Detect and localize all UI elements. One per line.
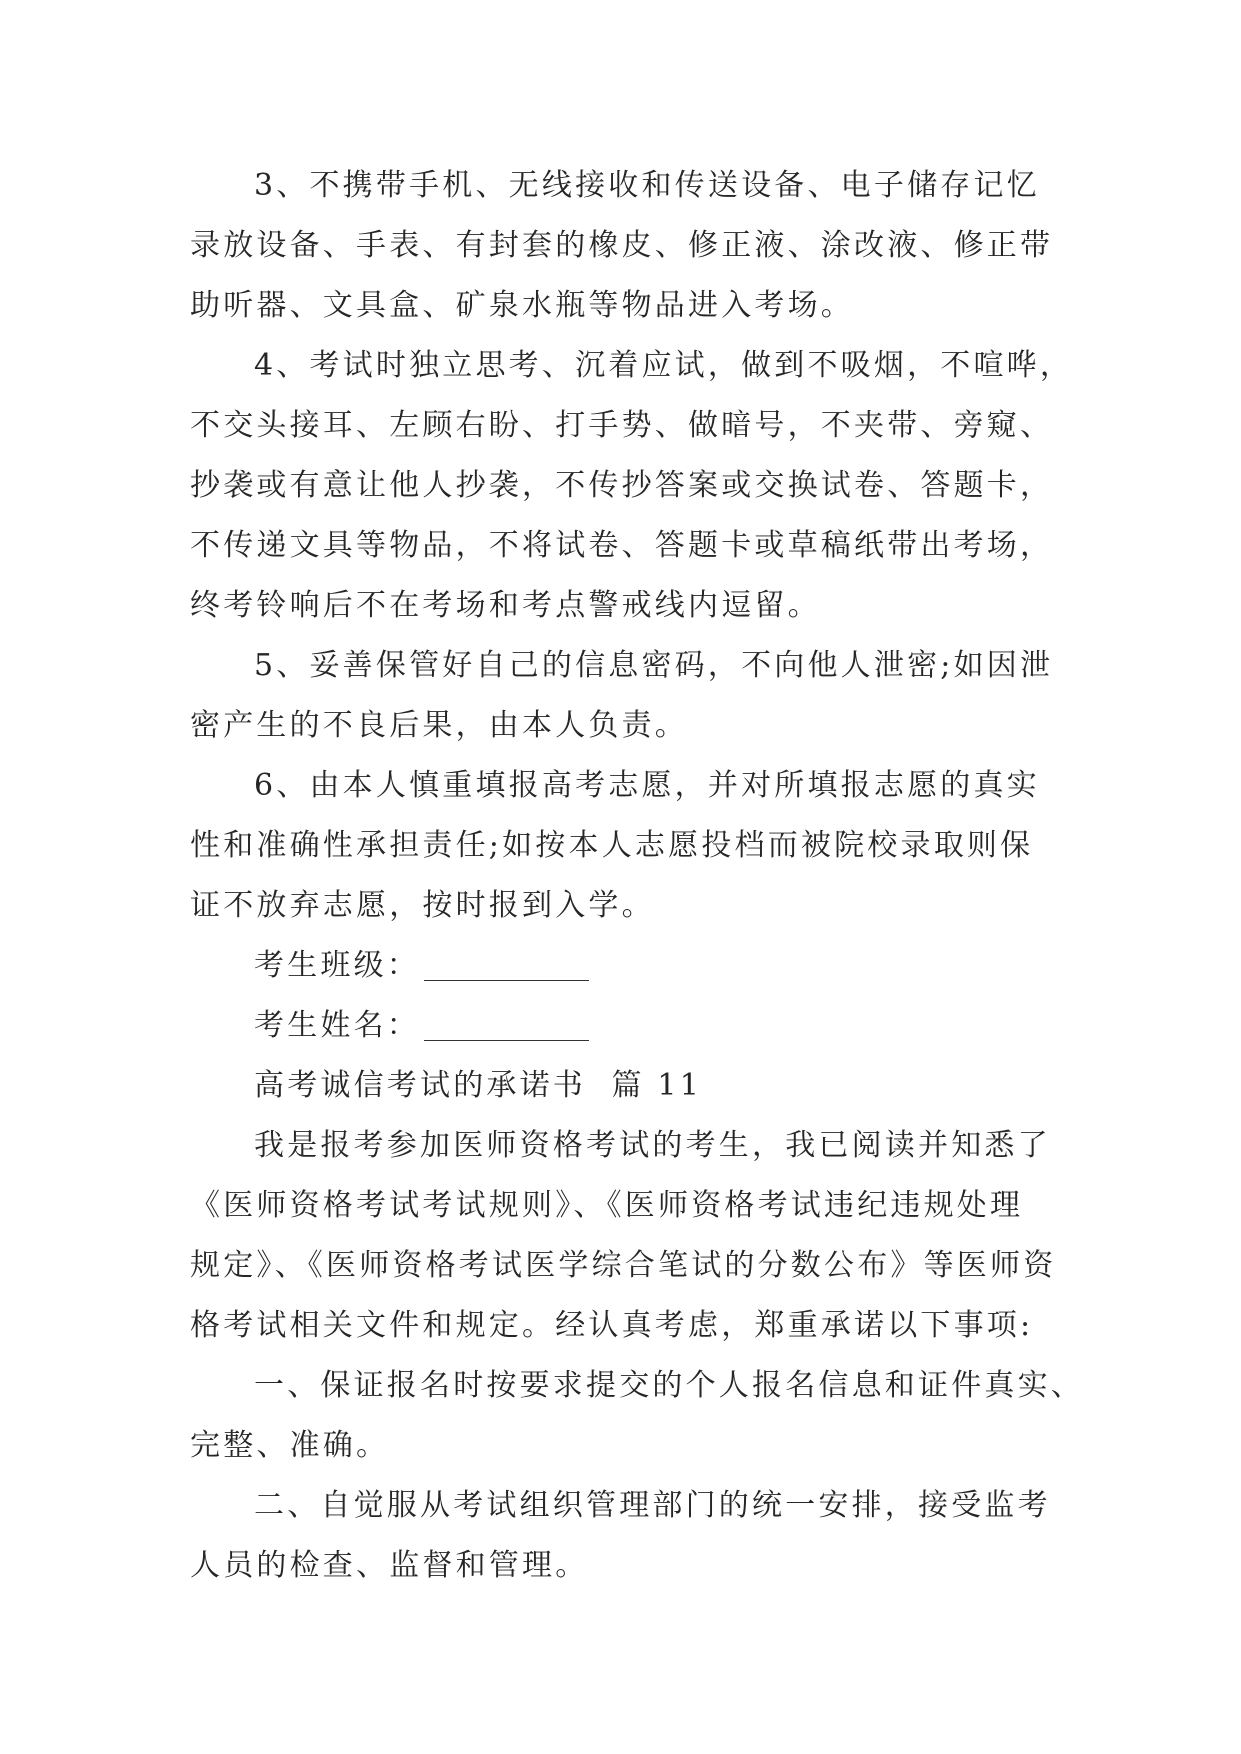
paragraph-line: 完整、准确。 — [190, 1428, 390, 1463]
paragraph-line: 二、自觉服从考试组织管理部门的统一安排，接受监考 — [254, 1488, 1051, 1523]
paragraph-line: 5、妥善保管好自己的信息密码，不向他人泄密;如因泄 — [254, 648, 1054, 683]
paragraph-line: 3、不携带手机、无线接收和传送设备、电子储存记忆 — [254, 168, 1040, 203]
paragraph-line: 助听器、文具盒、矿泉水瓶等物品进入考场。 — [190, 288, 854, 323]
paragraph-line: 抄袭或有意让他人抄袭，不传抄答案或交换试卷、答题卡， — [190, 468, 1054, 503]
student-class-field — [190, 936, 1060, 996]
student-name-label: 考生姓名： — [254, 1008, 420, 1043]
paragraph-line: 6、由本人慎重填报高考志愿，并对所填报志愿的真实 — [254, 768, 1040, 803]
paragraph-line: 终考铃响后不在考场和考点警戒线内逗留。 — [190, 588, 821, 623]
paragraph-line: 一、保证报名时按要求提交的个人报名信息和证件真实、 — [254, 1368, 1084, 1403]
paragraph-line: 格考试相关文件和规定。经认真考虑，郑重承诺以下事项: — [190, 1308, 1034, 1343]
paragraph-line: 人员的检查、监督和管理。 — [190, 1548, 589, 1583]
paragraph-line: 录放设备、手表、有封套的橡皮、修正液、涂改液、修正带 — [190, 228, 1054, 263]
paragraph-line: 密产生的不良后果，由本人负责。 — [190, 708, 688, 743]
paragraph-line: 证不放弃志愿，按时报到入学。 — [190, 888, 655, 923]
paragraph-line: 规定》、《医师资格考试医学综合笔试的分数公布》等医师资 — [190, 1248, 1057, 1283]
section-title: 高考诚信考试的承诺书 篇 11 — [254, 1068, 702, 1103]
student-name-field — [190, 996, 1060, 1056]
paragraph-line: 不交头接耳、左顾右盼、打手势、做暗号，不夹带、旁窥、 — [190, 408, 1054, 443]
paragraph-line: 4、考试时独立思考、沉着应试，做到不吸烟，不喧哗， — [254, 348, 1074, 383]
paragraph-line: 我是报考参加医师资格考试的考生，我已阅读并知悉了 — [254, 1128, 1051, 1163]
student-class-blank — [424, 950, 589, 981]
student-name-blank — [424, 1010, 589, 1041]
document-body — [190, 156, 1084, 1596]
paragraph-line: 不传递文具等物品，不将试卷、答题卡或草稿纸带出考场， — [190, 528, 1054, 563]
paragraph-line: 性和准确性承担责任;如按本人志愿投档而被院校录取则保 — [190, 828, 1034, 863]
student-class-label: 考生班级： — [254, 948, 420, 983]
paragraph-line: 《医师资格考试考试规则》、《医师资格考试违纪违规处理 — [190, 1188, 1024, 1223]
